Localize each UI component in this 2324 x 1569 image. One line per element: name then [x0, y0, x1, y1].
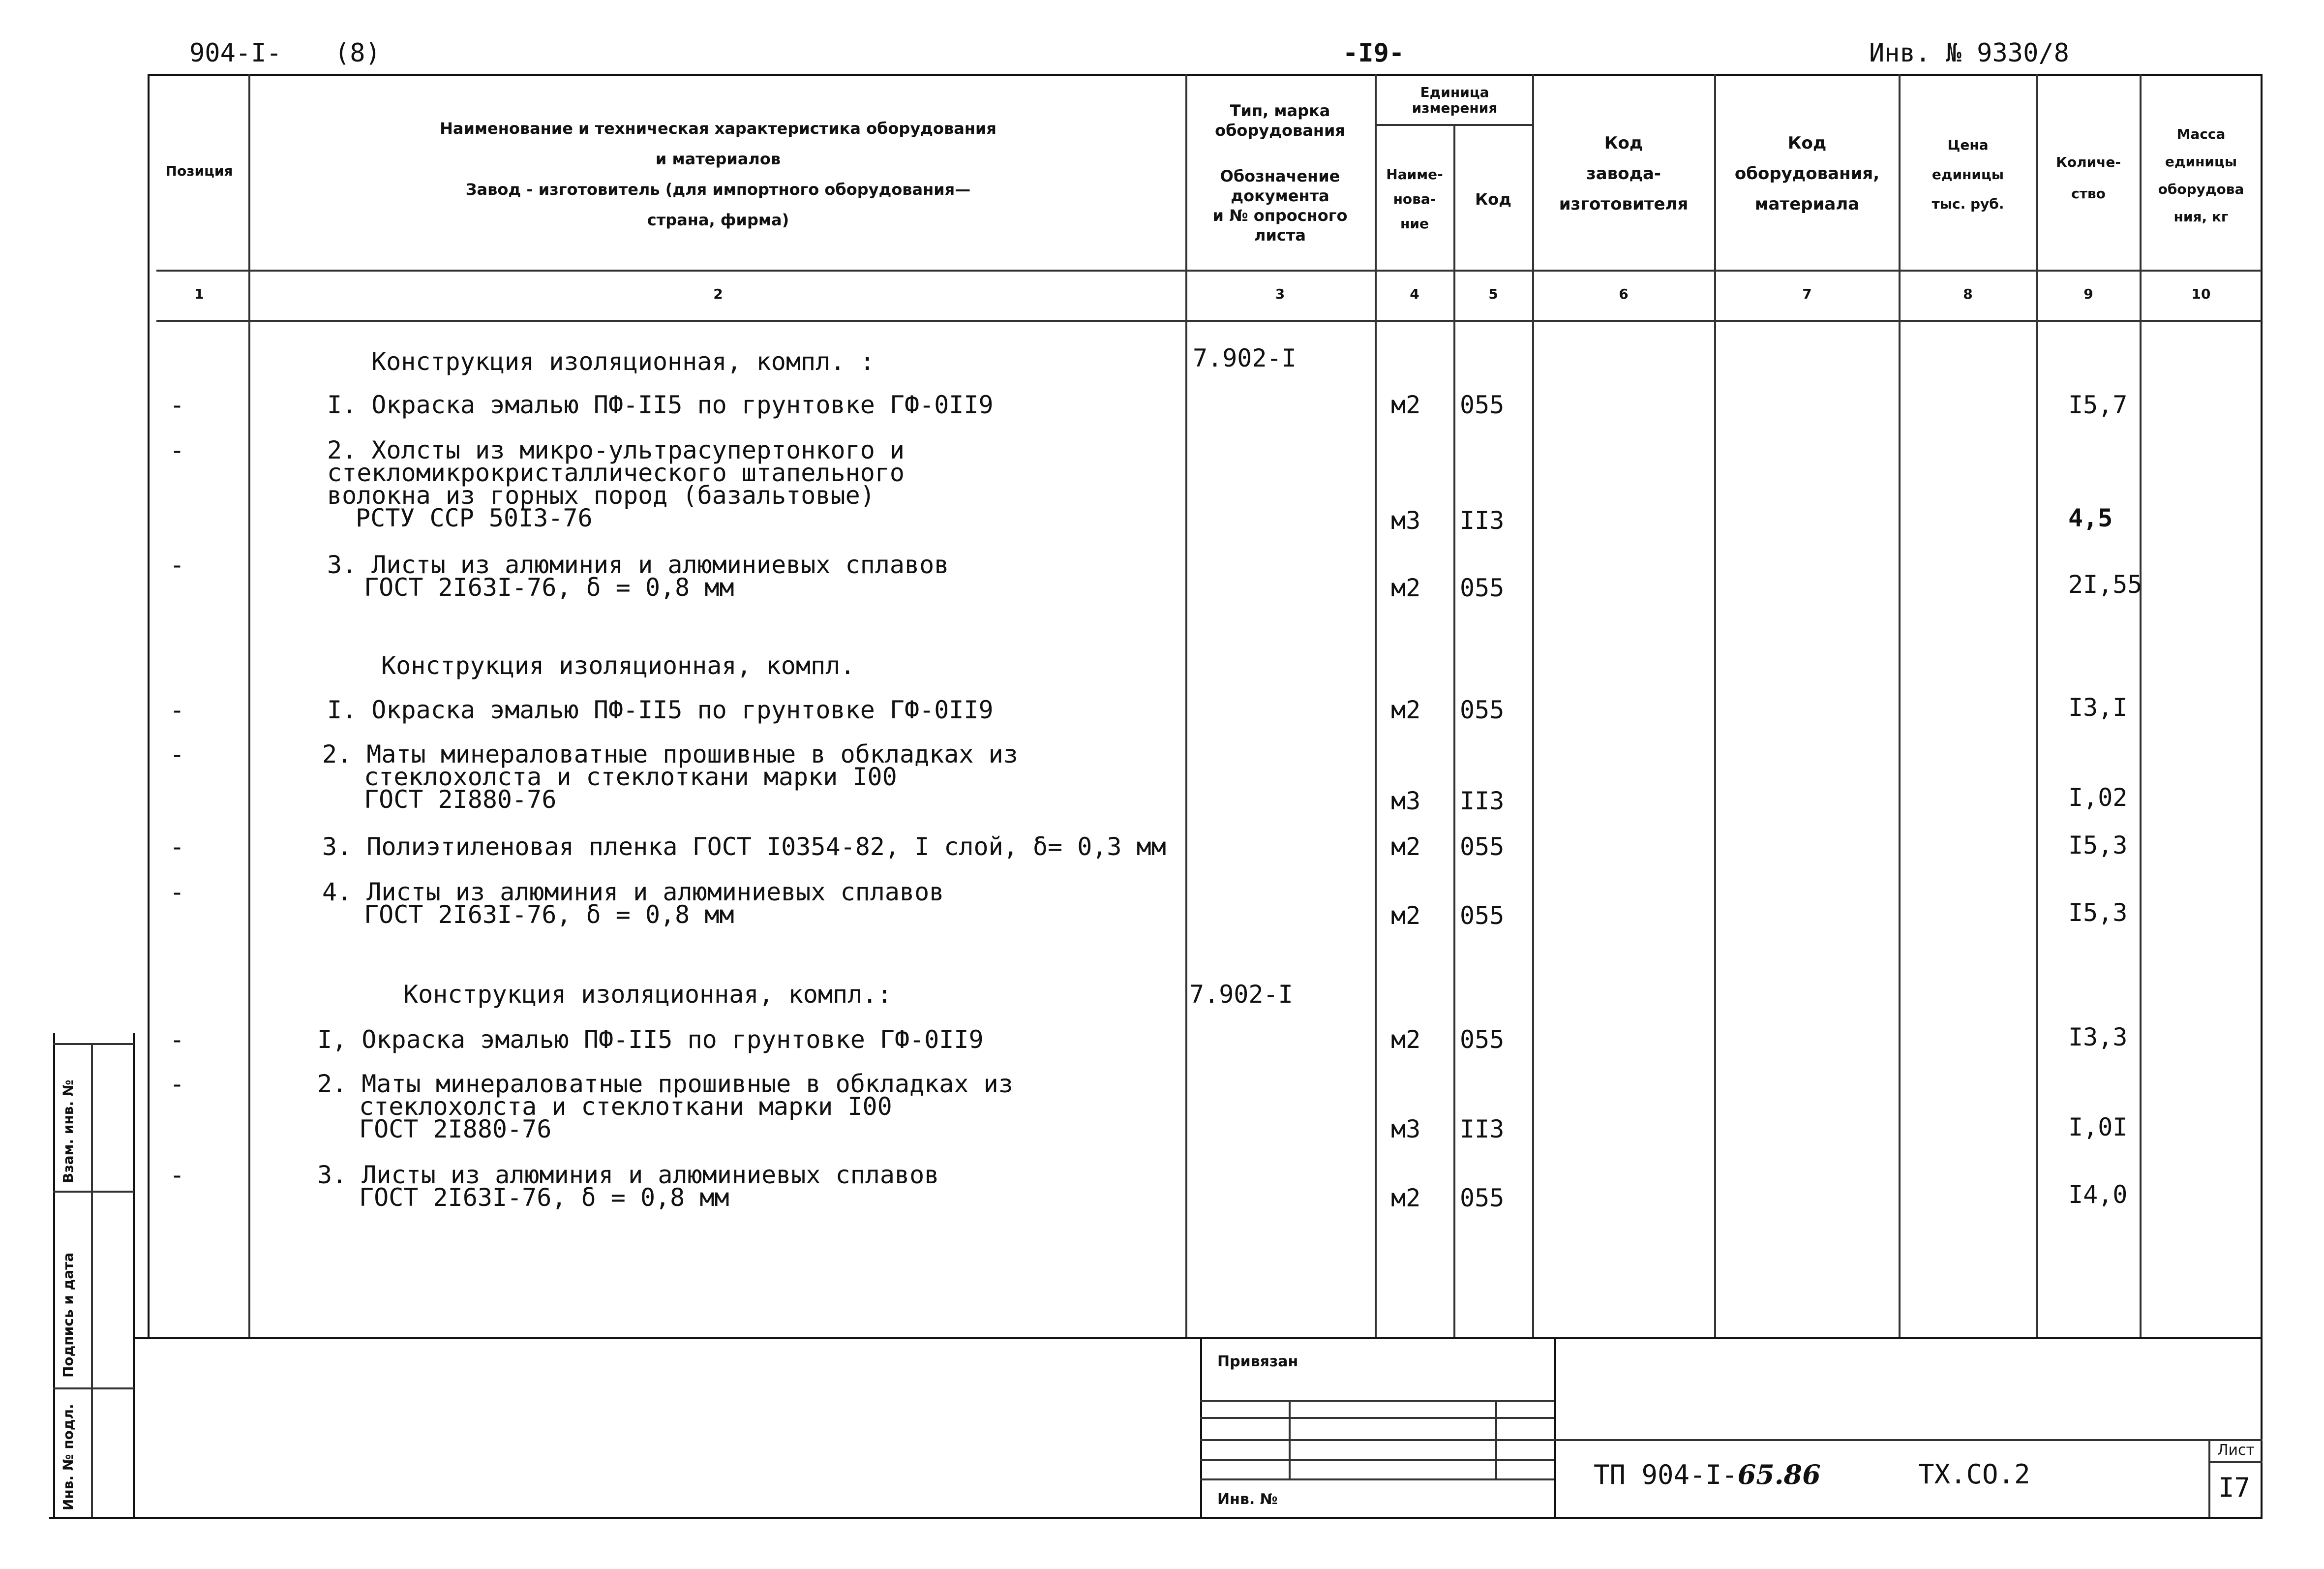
row-unit: м3: [1391, 506, 1421, 535]
col-number-2: 2: [713, 286, 723, 302]
col-number-3: 3: [1275, 286, 1285, 302]
row-unit: м2: [1391, 901, 1421, 930]
col-number-7: 7: [1802, 286, 1812, 302]
header-document: Обозначение документа и № опросного листа: [1212, 167, 1348, 245]
row-position: -: [170, 832, 185, 861]
row-quantity: I5,7: [2068, 391, 2128, 419]
col-number-9: 9: [2083, 286, 2093, 302]
header-plant-code: Код завода- изготовителя: [1559, 133, 1689, 214]
row-code: 055: [1460, 1025, 1505, 1054]
row-name: 3. Листы из алюминия и алюминиевых сплавов ГОСТ 2I63I-76, δ = 0,8 мм: [317, 1161, 939, 1212]
row-code: II3: [1460, 787, 1505, 815]
row-position: -: [170, 1025, 185, 1054]
row-position: -: [170, 740, 185, 769]
row-unit: м3: [1391, 787, 1421, 815]
row-quantity: I3,I: [2068, 693, 2128, 722]
header-price: Цена единицы тыс. руб.: [1932, 137, 2004, 212]
inventory-number: Инв. № 9330/8: [1869, 38, 2069, 68]
row-unit: м3: [1391, 1115, 1421, 1143]
group-title: Конструкция изоляционная, компл.:: [403, 980, 892, 1009]
row-name: 2. Маты минераловатные прошивные в обкладках из стеклохолста и стеклоткани марки I00 ГОСТ 2I880-76: [317, 1070, 1013, 1143]
row-quantity: I,02: [2068, 783, 2128, 812]
side-sign-date: Подпись и дата: [60, 1252, 76, 1378]
row-position: -: [170, 878, 185, 906]
row-name: I. Окраска эмалью ПФ-II5 по грунтовке ГФ-0II9: [327, 696, 994, 724]
row-code: 055: [1460, 901, 1505, 930]
row-unit: м2: [1391, 696, 1421, 724]
col-number-4: 4: [1410, 286, 1419, 302]
row-position: -: [170, 436, 185, 464]
row-name: 2. Холсты из микро-ультрасупертонкого и стекломикрокристаллического штапельного волокна из горных пород (базальтовые) РСТУ ССР 50I3-76: [327, 436, 905, 532]
header-mass: Масса единицы оборудова ния, кг: [2158, 126, 2244, 225]
sheet-number: I7: [2218, 1472, 2251, 1503]
header-unit-code: Код: [1475, 190, 1511, 209]
row-position: -: [170, 391, 185, 419]
group-title: Конструкция изоляционная, компл. :: [371, 347, 875, 376]
row-code: 055: [1460, 1184, 1505, 1212]
row-quantity: 4,5: [2068, 504, 2113, 532]
header-equipment-code: Код оборудования, материала: [1734, 133, 1880, 214]
row-code: 055: [1460, 832, 1505, 861]
row-position: -: [170, 1161, 185, 1189]
side-vzam: Взам. инв. №: [60, 1079, 76, 1183]
row-name: 3. Полиэтиленовая пленка ГОСТ I0354-82, I слой, δ= 0,3 мм: [322, 832, 1166, 861]
series-code: 904-I-: [189, 38, 282, 68]
row-code: II3: [1460, 506, 1505, 535]
header-unit-name: Наиме- нова- ние: [1386, 166, 1443, 232]
header-name: Наименование и техническая характеристика оборудования и материалов Завод - изготовитель (для импортного оборудования— страна, фирма): [440, 119, 996, 229]
side-inv-podl: Инв. № подл.: [60, 1404, 76, 1510]
document-code: ТП 904-I-65.86: [1594, 1459, 1821, 1490]
row-quantity: I4,0: [2068, 1180, 2128, 1209]
col-number-10: 10: [2191, 286, 2211, 302]
section-code: ТХ.СО.2: [1918, 1459, 2030, 1490]
document-code-handwritten: 65.86: [1737, 1459, 1821, 1490]
col-number-5: 5: [1488, 286, 1498, 302]
page-number: -I9-: [1343, 38, 1405, 68]
header-type: Тип, марка оборудования: [1215, 101, 1345, 140]
sheet-label: Лист: [2217, 1442, 2255, 1459]
series-paren: (8): [334, 38, 381, 68]
row-name: I, Окраска эмалью ПФ-II5 по грунтовке ГФ-0II9: [317, 1025, 984, 1054]
row-quantity: I,0I: [2068, 1113, 2128, 1141]
row-doc: 7.902-I: [1189, 980, 1293, 1009]
col-number-1: 1: [194, 286, 204, 302]
row-code: 055: [1460, 574, 1505, 602]
row-name: 2. Маты минераловатные прошивные в обкладках из стеклохолста и стеклоткани марки I00 ГОСТ 2I880-76: [322, 740, 1018, 814]
row-name: I. Окраска эмалью ПФ-II5 по грунтовке ГФ-0II9: [327, 391, 994, 419]
row-quantity: I5,3: [2068, 898, 2128, 927]
row-unit: м2: [1391, 574, 1421, 602]
inv-no-label: Инв. №: [1217, 1491, 1278, 1508]
header-position: Позиция: [165, 163, 233, 179]
row-position: -: [170, 696, 185, 724]
row-quantity: 2I,55: [2068, 570, 2143, 599]
header-unit-group: Единица измерения: [1412, 84, 1498, 116]
row-position: -: [170, 551, 185, 579]
row-unit: м2: [1391, 391, 1421, 419]
group-title: Конструкция изоляционная, компл.: [381, 651, 855, 680]
header-quantity: Количе- ство: [2055, 154, 2121, 202]
row-code: 055: [1460, 391, 1505, 419]
row-unit: м2: [1391, 1184, 1421, 1212]
row-name: 4. Листы из алюминия и алюминиевых сплавов ГОСТ 2I63I-76, δ = 0,8 мм: [322, 878, 944, 929]
row-position: -: [170, 1070, 185, 1098]
row-unit: м2: [1391, 1025, 1421, 1054]
col-number-8: 8: [1963, 286, 1973, 302]
row-code: 055: [1460, 696, 1505, 724]
row-name: 3. Листы из алюминия и алюминиевых сплавов ГОСТ 2I63I-76, δ = 0,8 мм: [327, 551, 949, 602]
row-quantity: I3,3: [2068, 1023, 2128, 1051]
row-quantity: I5,3: [2068, 831, 2128, 860]
row-doc: 7.902-I: [1193, 344, 1297, 372]
row-unit: м2: [1391, 832, 1421, 861]
col-number-6: 6: [1619, 286, 1629, 302]
row-code: II3: [1460, 1115, 1505, 1143]
linked-label: Привязан: [1217, 1353, 1298, 1370]
